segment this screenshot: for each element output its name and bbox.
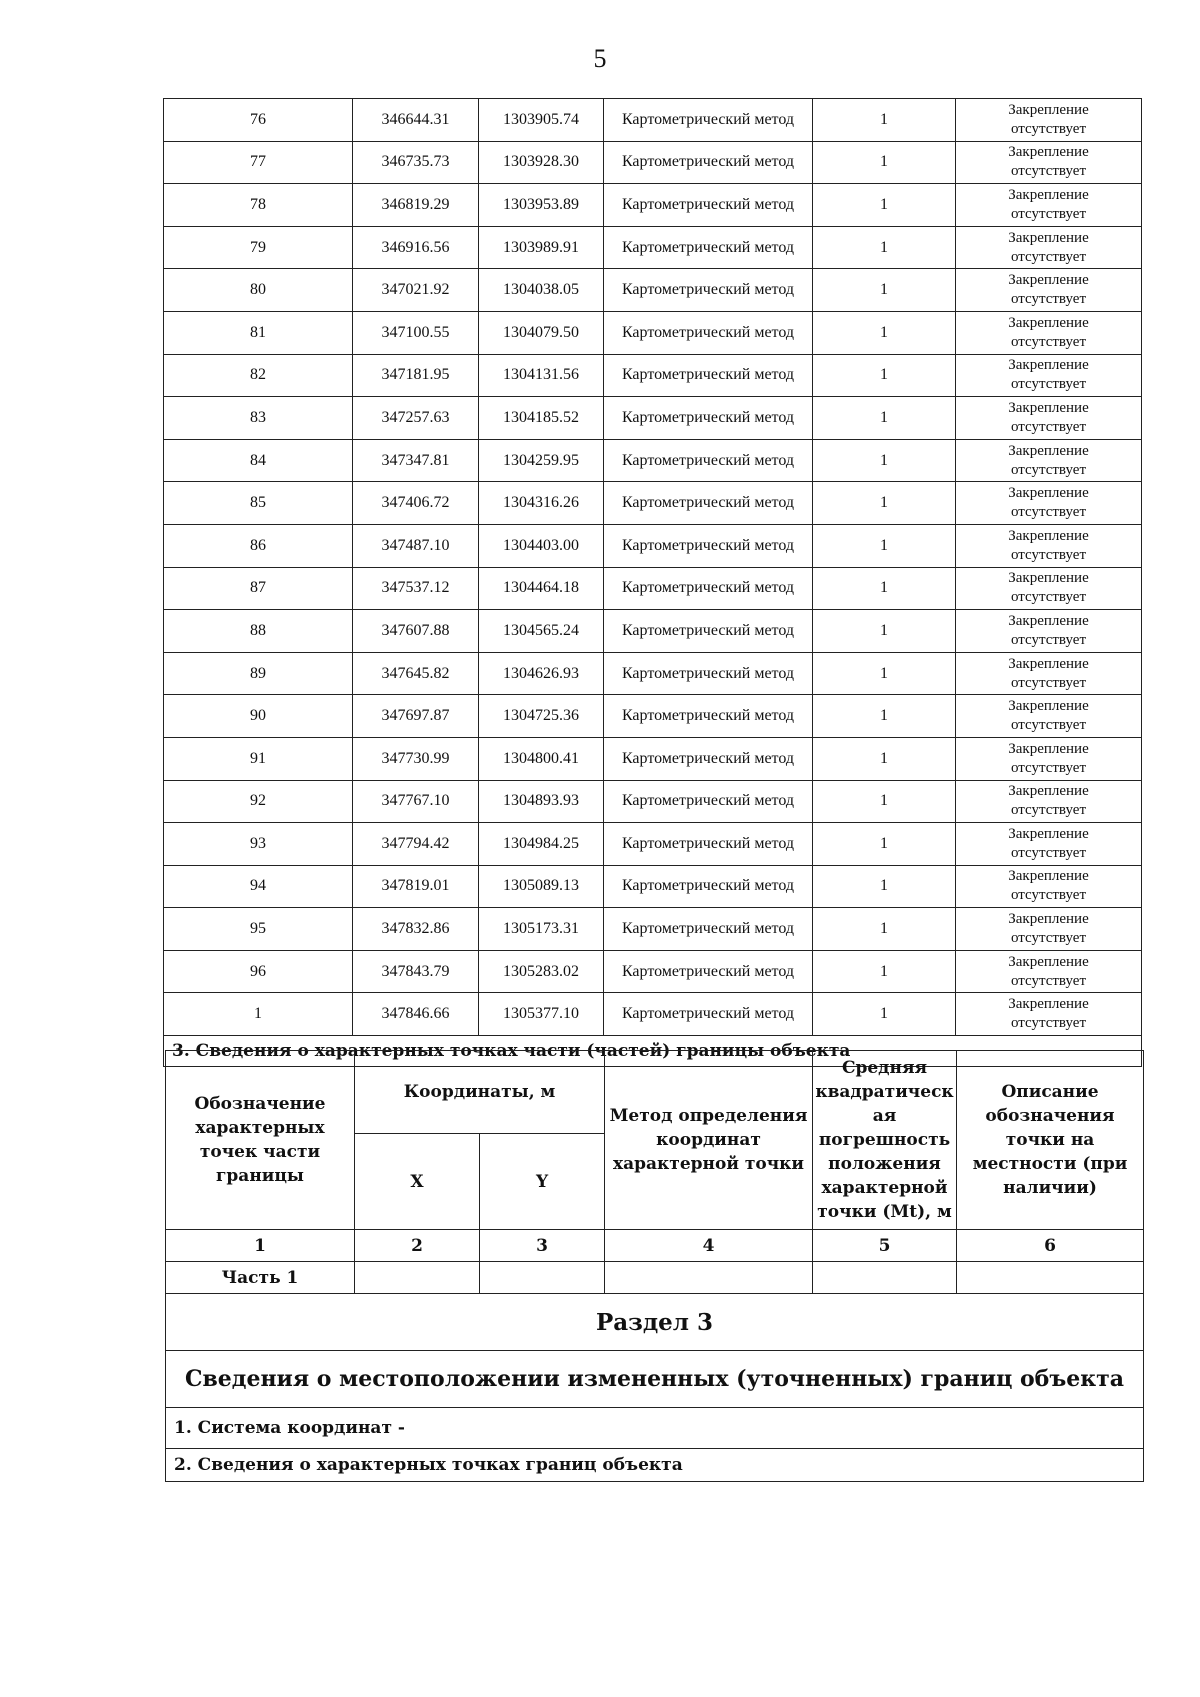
- coord-x: 347767.10: [353, 780, 479, 823]
- table-row: [164, 737, 1142, 780]
- header-method: [605, 1051, 813, 1230]
- header-method-line: характерной точки: [612, 1154, 805, 1174]
- anchor-description: [956, 695, 1142, 738]
- mt-value: 1: [813, 737, 956, 780]
- point-number: 92: [164, 780, 353, 823]
- coord-x: 347347.81: [353, 439, 479, 482]
- anchor-line: отсутствует: [1010, 248, 1087, 265]
- point-number: 88: [164, 610, 353, 653]
- header-mt-line: погрешность: [818, 1130, 951, 1150]
- mt-value: 1: [813, 652, 956, 695]
- anchor-line: отсутствует: [1010, 333, 1087, 350]
- anchor-line: отсутствует: [1010, 418, 1087, 435]
- anchor-line: отсутствует: [1010, 589, 1087, 606]
- coord-y: 1304893.93: [479, 780, 604, 823]
- anchor-description: [956, 780, 1142, 823]
- coord-x: 346735.73: [353, 141, 479, 184]
- coord-y: 1304079.50: [479, 311, 604, 354]
- coord-x: 347846.66: [353, 993, 479, 1036]
- anchor-line: отсутствует: [1010, 844, 1087, 861]
- coord-y: 1304565.24: [479, 610, 604, 653]
- coord-y: 1303905.74: [479, 99, 604, 142]
- point-number: 95: [164, 908, 353, 951]
- anchor-line: отсутствует: [1010, 759, 1087, 776]
- table-row: [164, 908, 1142, 951]
- anchor-description: [956, 269, 1142, 312]
- anchor-line: Закрепление: [1008, 911, 1089, 928]
- anchor-description: [956, 141, 1142, 184]
- table-row: [164, 397, 1142, 440]
- method: Картометрический метод: [604, 439, 813, 482]
- table-row: [164, 311, 1142, 354]
- anchor-line: отсутствует: [1010, 291, 1087, 308]
- anchor-line: отсутствует: [1010, 163, 1087, 180]
- method: Картометрический метод: [604, 652, 813, 695]
- table-row: [164, 695, 1142, 738]
- table-row: [164, 226, 1142, 269]
- part-label: Часть 1: [166, 1262, 355, 1294]
- header-desc-line: наличии): [1003, 1178, 1097, 1198]
- point-number: 80: [164, 269, 353, 312]
- point-number: 87: [164, 567, 353, 610]
- coord-y: 1304316.26: [479, 482, 604, 525]
- coord-x: 347730.99: [353, 737, 479, 780]
- point-number: 89: [164, 652, 353, 695]
- empty-cell: [813, 1262, 957, 1294]
- coord-x: 347100.55: [353, 311, 479, 354]
- coord-y: 1305283.02: [479, 950, 604, 993]
- header-mt-line: характерной: [821, 1178, 948, 1198]
- method: Картометрический метод: [604, 908, 813, 951]
- table-row: [164, 439, 1142, 482]
- coord-y: 1304038.05: [479, 269, 604, 312]
- anchor-description: [956, 184, 1142, 227]
- anchor-line: отсутствует: [1010, 717, 1087, 734]
- coord-x: 347406.72: [353, 482, 479, 525]
- anchor-line: Закрепление: [1008, 740, 1089, 757]
- anchor-description: [956, 482, 1142, 525]
- header-y: Y: [480, 1134, 605, 1230]
- razdel-subtitle: Сведения о местоположении измененных (уточненных) границ объекта: [166, 1351, 1144, 1408]
- mt-value: 1: [813, 354, 956, 397]
- method: Картометрический метод: [604, 141, 813, 184]
- anchor-description: [956, 865, 1142, 908]
- mt-value: 1: [813, 439, 956, 482]
- anchor-description: [956, 950, 1142, 993]
- table-row: [164, 141, 1142, 184]
- anchor-line: Закрепление: [1008, 272, 1089, 289]
- header-method-line: Метод определения: [609, 1106, 808, 1126]
- point-number: 76: [164, 99, 353, 142]
- section3-heading: 3. Сведения о характерных точках части (частей) границы объекта: [164, 1036, 1142, 1067]
- coord-y: 1304984.25: [479, 823, 604, 866]
- coord-y: 1303989.91: [479, 226, 604, 269]
- anchor-description: [956, 439, 1142, 482]
- header-mt-line: ая: [872, 1106, 897, 1126]
- anchor-description: [956, 737, 1142, 780]
- method: Картометрический метод: [604, 610, 813, 653]
- part-points-table: [165, 1050, 1144, 1482]
- method: Картометрический метод: [604, 226, 813, 269]
- anchor-line: Закрепление: [1008, 101, 1089, 118]
- table-row: [164, 482, 1142, 525]
- header-mt-line: квадратическ: [815, 1082, 954, 1102]
- method: Картометрический метод: [604, 99, 813, 142]
- table-row: [164, 865, 1142, 908]
- col-number: 3: [480, 1230, 605, 1262]
- point-number: 86: [164, 524, 353, 567]
- mt-value: 1: [813, 908, 956, 951]
- mt-value: 1: [813, 780, 956, 823]
- header-mt-line: положения: [828, 1154, 941, 1174]
- coord-x: 347832.86: [353, 908, 479, 951]
- coord-y: 1304403.00: [479, 524, 604, 567]
- table-row: [164, 993, 1142, 1036]
- point-number: 78: [164, 184, 353, 227]
- header-mt: [813, 1051, 957, 1230]
- method: Картометрический метод: [604, 269, 813, 312]
- anchor-description: [956, 567, 1142, 610]
- coord-y: 1304464.18: [479, 567, 604, 610]
- method: Картометрический метод: [604, 865, 813, 908]
- coord-y: 1304131.56: [479, 354, 604, 397]
- coord-x: 346916.56: [353, 226, 479, 269]
- col-number: 4: [605, 1230, 813, 1262]
- point-number: 79: [164, 226, 353, 269]
- coordinate-system: 1. Система координат -: [166, 1408, 1144, 1449]
- anchor-line: Закрепление: [1008, 442, 1089, 459]
- point-number: 93: [164, 823, 353, 866]
- anchor-line: Закрепление: [1008, 186, 1089, 203]
- anchor-line: отсутствует: [1010, 631, 1087, 648]
- anchor-description: [956, 823, 1142, 866]
- coord-y: 1304185.52: [479, 397, 604, 440]
- coord-x: 347257.63: [353, 397, 479, 440]
- header-method-line: координат: [656, 1130, 761, 1150]
- anchor-description: [956, 652, 1142, 695]
- anchor-description: [956, 99, 1142, 142]
- table-row: [164, 354, 1142, 397]
- col-number: 6: [957, 1230, 1144, 1262]
- anchor-line: Закрепление: [1008, 144, 1089, 161]
- header-designation: [166, 1051, 355, 1230]
- mt-value: 1: [813, 141, 956, 184]
- coord-x: 347843.79: [353, 950, 479, 993]
- table-row: [164, 524, 1142, 567]
- coord-y: 1305377.10: [479, 993, 604, 1036]
- coord-x: 347794.42: [353, 823, 479, 866]
- anchor-line: Закрепление: [1008, 399, 1089, 416]
- mt-value: 1: [813, 950, 956, 993]
- method: Картометрический метод: [604, 780, 813, 823]
- table-row: [164, 567, 1142, 610]
- header-desc-line: Описание: [1001, 1082, 1099, 1102]
- coord-y: 1305089.13: [479, 865, 604, 908]
- anchor-line: отсутствует: [1010, 972, 1087, 989]
- mt-value: 1: [813, 397, 956, 440]
- point-number: 1: [164, 993, 353, 1036]
- mt-value: 1: [813, 865, 956, 908]
- header-mt-line: точки (Mt), м: [817, 1202, 952, 1222]
- method: Картометрический метод: [604, 567, 813, 610]
- point-number: 82: [164, 354, 353, 397]
- anchor-description: [956, 397, 1142, 440]
- point-number: 81: [164, 311, 353, 354]
- coord-y: 1304626.93: [479, 652, 604, 695]
- point-number: 91: [164, 737, 353, 780]
- coord-x: 347819.01: [353, 865, 479, 908]
- anchor-line: Закрепление: [1008, 953, 1089, 970]
- anchor-line: Закрепление: [1008, 357, 1089, 374]
- mt-value: 1: [813, 610, 956, 653]
- anchor-description: [956, 610, 1142, 653]
- coord-x: 346644.31: [353, 99, 479, 142]
- point-number: 84: [164, 439, 353, 482]
- method: Картометрический метод: [604, 695, 813, 738]
- coord-x: 347487.10: [353, 524, 479, 567]
- method: Картометрический метод: [604, 823, 813, 866]
- anchor-line: отсутствует: [1010, 802, 1087, 819]
- anchor-line: отсутствует: [1010, 461, 1087, 478]
- anchor-line: отсутствует: [1010, 674, 1087, 691]
- header-description: [957, 1051, 1144, 1230]
- header-x: X: [355, 1134, 480, 1230]
- anchor-line: отсутствует: [1010, 120, 1087, 137]
- anchor-line: отсутствует: [1010, 546, 1087, 563]
- coord-y: 1304800.41: [479, 737, 604, 780]
- anchor-line: Закрепление: [1008, 783, 1089, 800]
- mt-value: 1: [813, 184, 956, 227]
- empty-cell: [480, 1262, 605, 1294]
- table-row: [164, 184, 1142, 227]
- coord-x: 347181.95: [353, 354, 479, 397]
- table-row: [164, 652, 1142, 695]
- point-number: 83: [164, 397, 353, 440]
- mt-value: 1: [813, 99, 956, 142]
- col-number: 1: [166, 1230, 355, 1262]
- page-number: 5: [593, 44, 607, 73]
- mt-value: 1: [813, 823, 956, 866]
- empty-cell: [957, 1262, 1144, 1294]
- anchor-description: [956, 993, 1142, 1036]
- anchor-line: Закрепление: [1008, 996, 1089, 1013]
- header-desc-line: обозначения: [985, 1106, 1115, 1126]
- mt-value: 1: [813, 269, 956, 312]
- anchor-description: [956, 354, 1142, 397]
- anchor-line: отсутствует: [1010, 376, 1087, 393]
- anchor-description: [956, 524, 1142, 567]
- coord-y: 1304725.36: [479, 695, 604, 738]
- coord-x: 347537.12: [353, 567, 479, 610]
- mt-value: 1: [813, 226, 956, 269]
- anchor-line: Закрепление: [1008, 612, 1089, 629]
- anchor-line: Закрепление: [1008, 527, 1089, 544]
- coord-x: 347645.82: [353, 652, 479, 695]
- coord-x: 347021.92: [353, 269, 479, 312]
- anchor-line: Закрепление: [1008, 655, 1089, 672]
- boundary-points-table: [163, 98, 1142, 1067]
- mt-value: 1: [813, 311, 956, 354]
- table-row: [164, 610, 1142, 653]
- table-row: [164, 780, 1142, 823]
- header-desc-line: местности (при: [972, 1154, 1128, 1174]
- table-row: [164, 823, 1142, 866]
- anchor-line: отсутствует: [1010, 930, 1087, 947]
- anchor-line: отсутствует: [1010, 504, 1087, 521]
- header-designation-line: характерных: [195, 1118, 325, 1138]
- method: Картометрический метод: [604, 311, 813, 354]
- point-number: 85: [164, 482, 353, 525]
- table-row: [164, 269, 1142, 312]
- anchor-line: Закрепление: [1008, 698, 1089, 715]
- anchor-line: Закрепление: [1008, 229, 1089, 246]
- anchor-line: Закрепление: [1008, 485, 1089, 502]
- anchor-line: Закрепление: [1008, 825, 1089, 842]
- coord-x: 346819.29: [353, 184, 479, 227]
- method: Картометрический метод: [604, 737, 813, 780]
- points-heading: 2. Сведения о характерных точках границ объекта: [166, 1449, 1144, 1482]
- anchor-line: отсутствует: [1010, 887, 1087, 904]
- method: Картометрический метод: [604, 397, 813, 440]
- coord-y: 1303953.89: [479, 184, 604, 227]
- coord-y: 1304259.95: [479, 439, 604, 482]
- razdel-title: Раздел 3: [166, 1294, 1144, 1351]
- table-row: [164, 950, 1142, 993]
- header-desc-line: точки на: [1005, 1130, 1095, 1150]
- point-number: 90: [164, 695, 353, 738]
- header-coordinates: Координаты, м: [355, 1051, 605, 1134]
- method: Картометрический метод: [604, 354, 813, 397]
- table-row: [164, 99, 1142, 142]
- coord-x: 347697.87: [353, 695, 479, 738]
- anchor-line: отсутствует: [1010, 1015, 1087, 1032]
- point-number: 94: [164, 865, 353, 908]
- point-number: 96: [164, 950, 353, 993]
- mt-value: 1: [813, 993, 956, 1036]
- point-number: 77: [164, 141, 353, 184]
- col-number: 5: [813, 1230, 957, 1262]
- anchor-line: Закрепление: [1008, 570, 1089, 587]
- method: Картометрический метод: [604, 184, 813, 227]
- empty-cell: [355, 1262, 480, 1294]
- empty-cell: [605, 1262, 813, 1294]
- header-designation-line: границы: [216, 1166, 304, 1186]
- method: Картометрический метод: [604, 524, 813, 567]
- coord-y: 1303928.30: [479, 141, 604, 184]
- header-designation-line: точек части: [199, 1142, 321, 1162]
- anchor-line: Закрепление: [1008, 314, 1089, 331]
- anchor-line: Закрепление: [1008, 868, 1089, 885]
- method: Картометрический метод: [604, 482, 813, 525]
- coord-y: 1305173.31: [479, 908, 604, 951]
- mt-value: 1: [813, 482, 956, 525]
- header-mt-line: Средняя: [841, 1058, 928, 1078]
- mt-value: 1: [813, 524, 956, 567]
- mt-value: 1: [813, 695, 956, 738]
- header-designation-line: Обозначение: [194, 1094, 326, 1114]
- anchor-description: [956, 908, 1142, 951]
- coord-x: 347607.88: [353, 610, 479, 653]
- mt-value: 1: [813, 567, 956, 610]
- method: Картометрический метод: [604, 950, 813, 993]
- anchor-line: отсутствует: [1010, 205, 1087, 222]
- anchor-description: [956, 226, 1142, 269]
- method: Картометрический метод: [604, 993, 813, 1036]
- anchor-description: [956, 311, 1142, 354]
- col-number: 2: [355, 1230, 480, 1262]
